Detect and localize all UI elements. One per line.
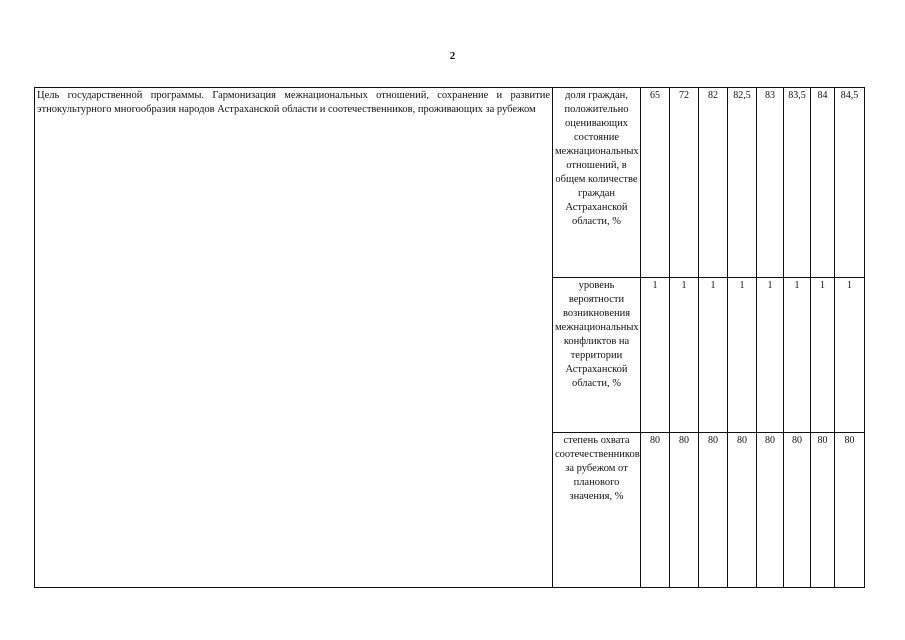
value-cell: 80 bbox=[728, 433, 757, 588]
value-cell: 80 bbox=[835, 433, 865, 588]
value-cell: 80 bbox=[757, 433, 784, 588]
page-number: 2 bbox=[449, 50, 456, 62]
value-cell: 83,5 bbox=[784, 88, 811, 278]
indicator-cell: доля граждан, положительно оценивающих состояние межнациональных отношений, в общем количестве граждан Астраханской области, % bbox=[553, 88, 641, 278]
value-cell: 80 bbox=[784, 433, 811, 588]
value-cell: 1 bbox=[670, 278, 699, 433]
value-cell: 72 bbox=[670, 88, 699, 278]
value-cell: 84,5 bbox=[835, 88, 865, 278]
value-cell: 1 bbox=[811, 278, 835, 433]
program-indicators-table bbox=[34, 87, 865, 588]
value-cell: 80 bbox=[699, 433, 728, 588]
value-cell: 1 bbox=[641, 278, 670, 433]
value-cell: 80 bbox=[811, 433, 835, 588]
value-cell: 1 bbox=[757, 278, 784, 433]
value-cell: 80 bbox=[641, 433, 670, 588]
value-cell: 1 bbox=[699, 278, 728, 433]
value-cell: 82 bbox=[699, 88, 728, 278]
value-cell: 84 bbox=[811, 88, 835, 278]
value-cell: 1 bbox=[728, 278, 757, 433]
value-cell: 1 bbox=[784, 278, 811, 433]
value-cell: 80 bbox=[670, 433, 699, 588]
indicator-cell: степень охвата соотечественников за рубежом от планового значения, % bbox=[553, 433, 641, 588]
value-cell: 82,5 bbox=[728, 88, 757, 278]
program-goal-cell: Цель государственной программы. Гармонизация межнациональных отношений, сохранение и развитие этнокультурного многообразия народов Астраханской области и соотечественников, проживающих за рубежом bbox=[35, 88, 553, 588]
value-cell: 65 bbox=[641, 88, 670, 278]
indicator-cell: уровень вероятности возникновения межнациональных конфликтов на территории Астраханской области, % bbox=[553, 278, 641, 433]
value-cell: 83 bbox=[757, 88, 784, 278]
table-row bbox=[35, 88, 865, 278]
value-cell: 1 bbox=[835, 278, 865, 433]
